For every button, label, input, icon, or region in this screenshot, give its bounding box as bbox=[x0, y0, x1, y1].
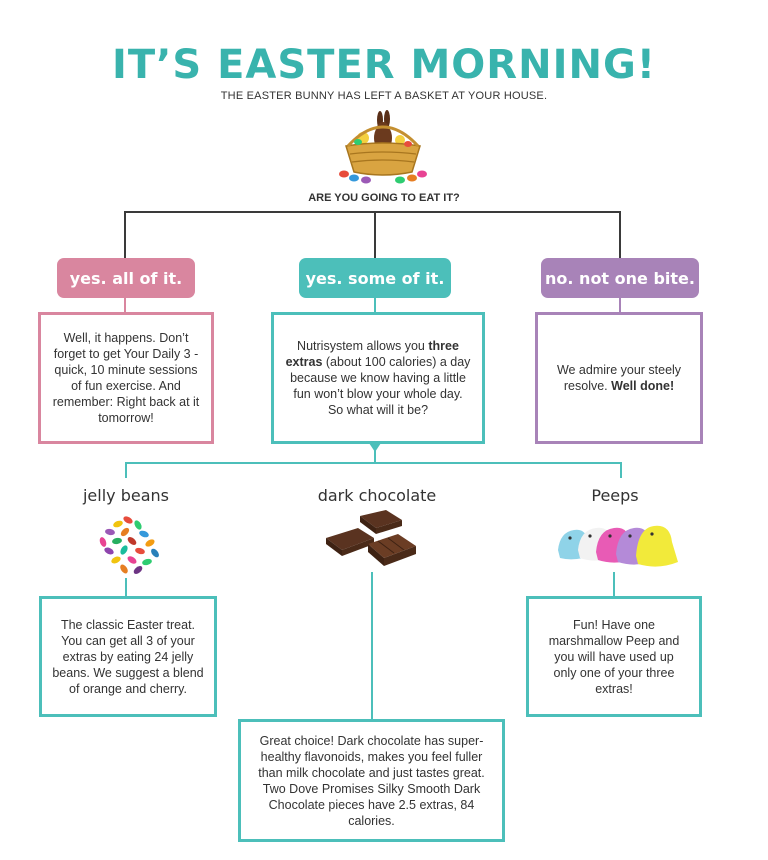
page-title: IT’S EASTER MORNING! bbox=[111, 42, 657, 88]
option-none-text: We admire your steely resolve. Well done! bbox=[556, 363, 682, 393]
option-none-label: no. not one bite. bbox=[545, 268, 695, 288]
treat-peeps-heading: Peeps bbox=[591, 486, 639, 505]
option-all-pill bbox=[57, 258, 195, 298]
treat-jelly-beans-heading: jelly beans bbox=[82, 486, 169, 505]
question-branches bbox=[125, 211, 620, 259]
page-subtitle: THE EASTER BUNNY HAS LEFT A BASKET AT YOUR HOUSE. bbox=[220, 90, 548, 102]
treat-peeps-text: Fun! Have one marshmallow Peep and you will have used up only one of your three extras! bbox=[548, 617, 680, 696]
dark-chocolate-icon bbox=[322, 508, 422, 570]
treat-peeps-box bbox=[526, 596, 702, 717]
option-none-box bbox=[535, 312, 703, 444]
option-some-box bbox=[271, 312, 485, 444]
option-some-text: Nutrisystem allows you three extras (about 100 calories) a day because we know having a little fun won’t blow your whole day. So what will it be? bbox=[285, 339, 471, 417]
option-all-label: yes. all of it. bbox=[69, 268, 183, 288]
treat-dark-chocolate-box bbox=[238, 719, 505, 842]
question-label: ARE YOU GOING TO EAT IT? bbox=[308, 192, 460, 204]
treat-dark-chocolate-heading: dark chocolate bbox=[317, 486, 437, 505]
arrow-treats-head bbox=[369, 443, 381, 452]
treat-jelly-beans-text: The classic Easter treat. You can get all 3 of your extras by eating 24 jelly beans. We suggest a blend of orange and cherry. bbox=[52, 617, 204, 696]
easter-basket-icon bbox=[338, 108, 428, 184]
jelly-beans-icon bbox=[92, 510, 164, 578]
option-some-pill bbox=[299, 258, 451, 298]
option-none-pill bbox=[541, 258, 699, 298]
option-all-box bbox=[38, 312, 214, 444]
option-some-label: yes. some of it. bbox=[305, 268, 445, 288]
peeps-icon bbox=[556, 512, 680, 572]
option-all-text: Well, it happens. Don’t forget to get Your Daily 3 - quick, 10 minute sessions of fun exercise. And remember: Right back at it tomorrow! bbox=[52, 331, 200, 425]
treat-jelly-beans-box bbox=[39, 596, 217, 717]
treat-dark-chocolate-text: Great choice! Dark chocolate has super-healthy flavonoids, makes you feel fuller than milk chocolate and just tastes great. Two Dove Promises Silky Smooth Dark Chocolate pieces have 2.5 extras, 84 calories. bbox=[258, 733, 485, 828]
